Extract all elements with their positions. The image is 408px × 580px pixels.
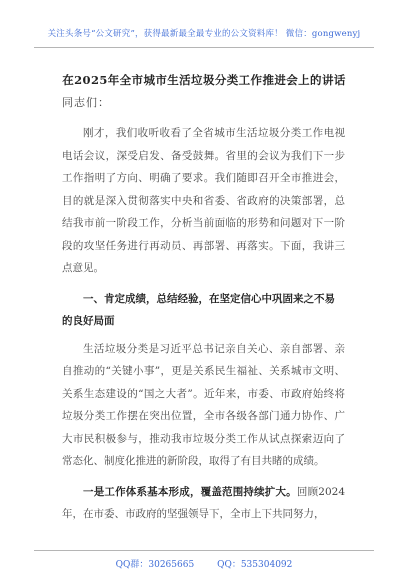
section-1-paragraph: 生活垃圾分类是习近平总书记亲自关心、亲自部署、亲自推动的“关键小事”，更是关系民生福祉、关系城市文明、关系生态建设的“国之大者”。近年来，市委、市政府始终将垃圾分类工作摆在突出位置，全市各级各部门通力协作、广大市民积极参与，推动我市垃圾分类工作从试点探索迈向了常态化、制度化推进的新阶段，取得了有目共睹的成绩。 [62, 342, 345, 467]
document-title: 在2025年全市城市生活垃圾分类工作推进会上的讲话 [62, 73, 346, 87]
point-1-lead: 一是工作体系基本形成，覆盖范围持续扩大。 [83, 485, 297, 498]
header-promo-note: 关注头条号“公文研究”，获得最新最全最专业的公文资料库！ 微信：gongwenyj [47, 29, 361, 39]
footer-qq: QQ：535304092 [217, 560, 293, 570]
footer-contact [0, 557, 408, 570]
header-divider [34, 47, 374, 48]
intro-paragraph: 刚才，我们收听收看了全省城市生活垃圾分类工作电视电话会议，深受启发、备受鼓舞。省里的会议为我们下一步工作指明了方向、明确了要求。我们随即召开全市推进会，目的就是深入贯彻落实中央和省委、省政府的决策部署，总结我市前一阶段工作，分析当前面临的形势和问题对下一阶段的攻坚任务进行再动员、再部署、再落实。下面，我讲三点意见。 [62, 127, 345, 274]
document-body [62, 122, 345, 526]
section-1-heading: 一、肯定成绩，总结经验，在坚定信心中巩固来之不易的良好局面 [62, 292, 335, 327]
footer-qq-group: QQ群：30265665 [115, 560, 195, 570]
point-1-body: 回顾2024年，在市委、市政府的坚强领导下，全市上下共同努力， [62, 485, 346, 520]
salutation: 同志们： [62, 96, 110, 109]
point-1-paragraph [62, 481, 345, 526]
footer-divider [34, 550, 374, 551]
